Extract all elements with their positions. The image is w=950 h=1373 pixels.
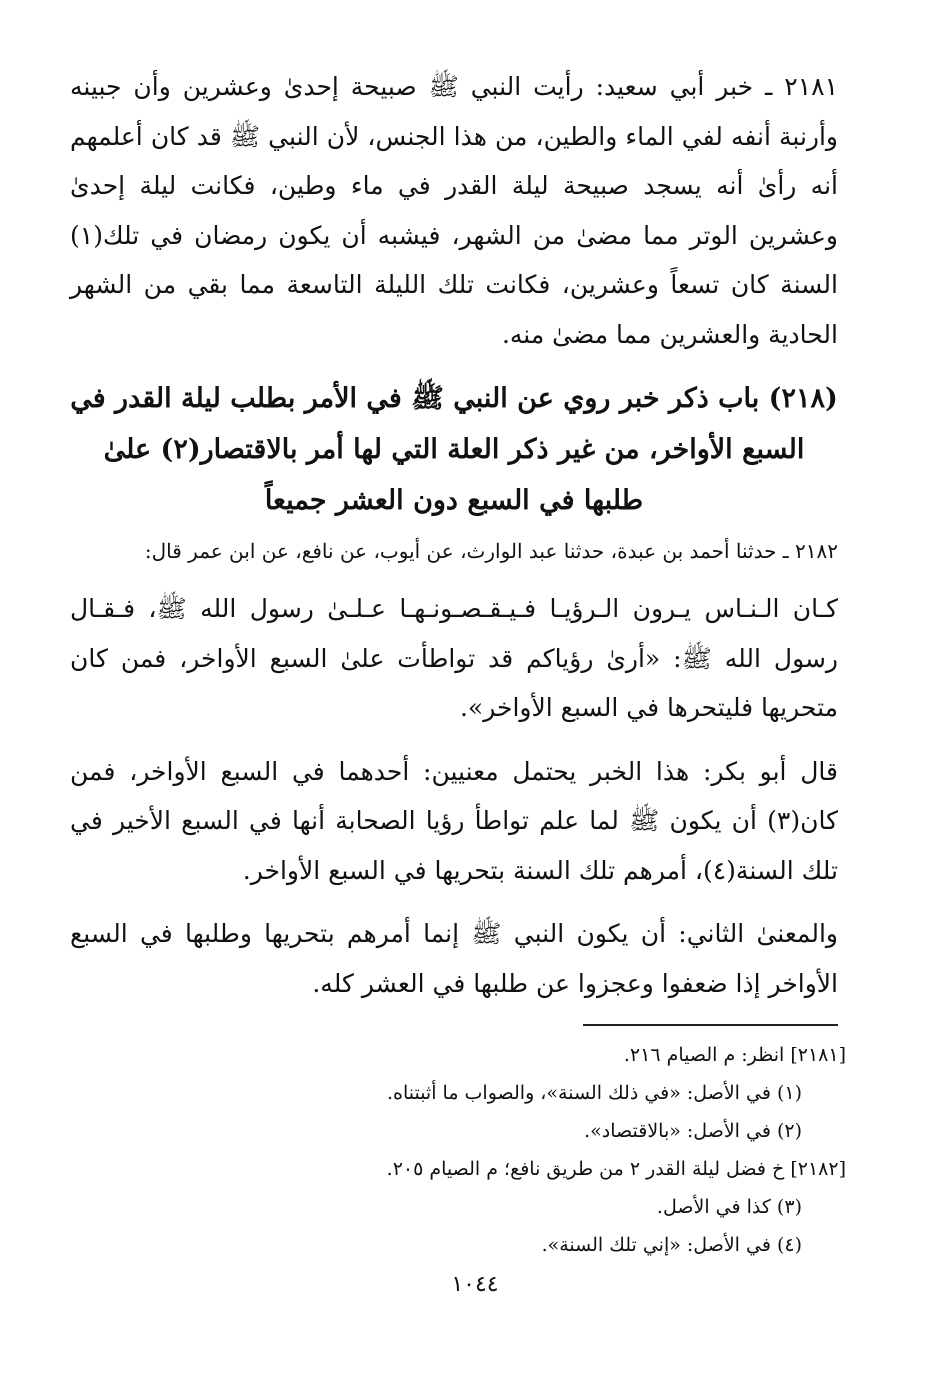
footnote-4: (٤) في الأصل: «إني تلك السنة».	[541, 1234, 802, 1256]
hadith-2182-text: كـان الـنـاس يـرون الـرؤيـا فـيـقـصـونـهـا عـلـىٰ رسول الله ﷺ، فـقـال رسول الله ﷺ: «أرىٰ رؤياكم قد تواطأت علىٰ السبع الأواخر، فمن كان متحريها فليتحرها في السبع الأواخر».	[70, 594, 838, 722]
footnotes	[150, 1036, 846, 1264]
chapter-heading: (٢١٨) باب ذكر خبر روي عن النبي ﷺ في الأمر بطلب ليلة القدر في السبع الأواخر، من غير ذكر العلة التي لها أمر بالاقتصار(٢) علىٰ طلبها في السبع دون العشر جميعاً	[70, 383, 838, 516]
page-number: ١٠٤٤	[451, 1272, 499, 1297]
footnote-3: (٣) كذا في الأصل.	[656, 1196, 802, 1218]
hadith-2182-chain: ٢١٨٢ ـ حدثنا أحمد بن عبدة، حدثنا عبد الوارث، عن أيوب، عن نافع، عن ابن عمر قال:	[144, 539, 838, 563]
footnote-ref-2182: [٢١٨٢] خ فضل ليلة القدر ٢ من طريق نافع؛ م الصيام ٢٠٥.	[386, 1158, 846, 1180]
hadith-2181: ٢١٨١ ـ خبر أبي سعيد: رأيت النبي ﷺ صبيحة إحدىٰ وعشرين وأن جبينه وأرنبة أنفه لفي الماء والطين، من هذا الجنس، لأن النبي ﷺ قد كان أعلمهم أنه رأىٰ أنه يسجد صبيحة ليلة القدر في ماء وطين، فكانت ليلة إحدىٰ وعشرين الوتر مما مضىٰ من الشهر، فيشبه أن يكون رمضان في تلك(١) السنة كان تسعاً وعشرين، فكانت تلك الليلة التاسعة مما بقي من الشهر الحادية والعشرين مما مضىٰ منه.	[70, 72, 838, 349]
commentary-paragraph-2: والمعنىٰ الثاني: أن يكون النبي ﷺ إنما أمرهم بتحريها وطلبها في السبع الأواخر إذا ضعفوا وعجزوا عن طلبها في العشر كله.	[70, 919, 838, 998]
footnote-divider	[583, 1024, 838, 1026]
page-body	[70, 62, 838, 1022]
footnote-2: (٢) في الأصل: «بالاقتصاد».	[584, 1120, 802, 1142]
footnote-ref-2181: [٢١٨١] انظر: م الصيام ٢١٦.	[623, 1044, 846, 1066]
footnote-1: (١) في الأصل: «في ذلك السنة»، والصواب ما أثبتناه.	[386, 1082, 802, 1104]
commentary-paragraph-1: قال أبو بكر: هذا الخبر يحتمل معنيين: أحدهما في السبع الأواخر، فمن كان(٣) أن يكون ﷺ لما علم تواطأ رؤيا الصحابة أنها في السبع الأخير في تلك السنة(٤)، أمرهم تلك السنة بتحريها في السبع الأواخر.	[70, 756, 838, 885]
